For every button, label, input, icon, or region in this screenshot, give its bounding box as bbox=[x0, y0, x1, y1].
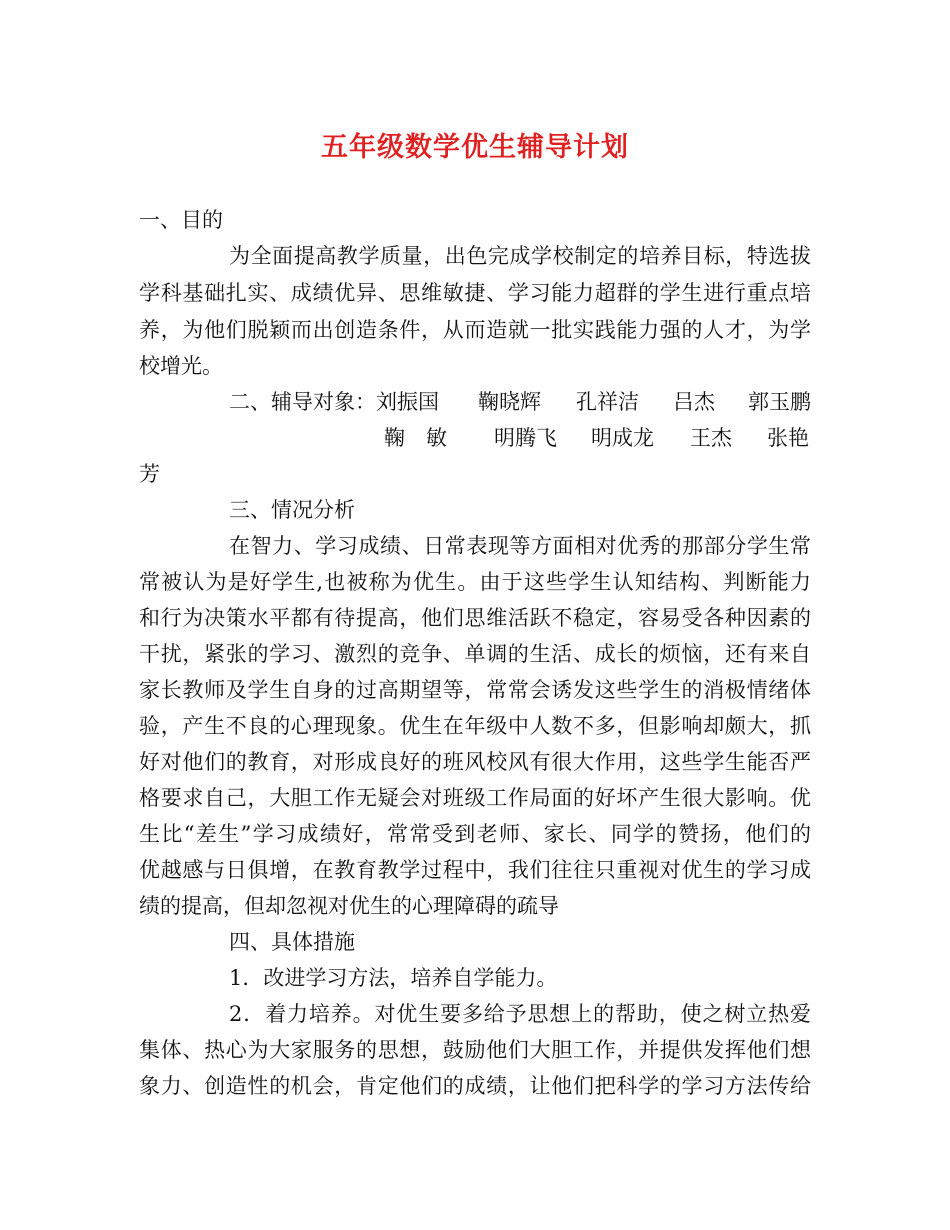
paragraph-line: 养，为他们脱颖而出创造条件，从而造就一批实践能力强的人才，为学 bbox=[139, 318, 811, 342]
paragraph-line: 学科基础扎实、成绩优异、思维敏捷、学习能力超群的学生进行重点培 bbox=[139, 281, 811, 305]
measure-item: 1．改进学习方法，培养自学能力。 bbox=[229, 966, 558, 990]
paragraph-line: 校增光。 bbox=[139, 354, 223, 378]
section-heading-measures: 四、具体措施 bbox=[229, 930, 355, 954]
paragraph-line: 集体、热心为大家服务的思想，鼓励他们大胆工作，并提供发挥他们想 bbox=[139, 1038, 811, 1062]
paragraph-line: 为全面提高教学质量，出色完成学校制定的培养目标，特选拔 bbox=[229, 244, 811, 268]
section-heading-analysis: 三、情况分析 bbox=[229, 498, 355, 522]
student-name: 吕杰 bbox=[673, 390, 715, 414]
student-name: 郭玉鹏 bbox=[748, 390, 811, 414]
paragraph-line: 和行为决策水平都有待提高，他们思维活跃不稳定，容易受各种因素的 bbox=[139, 606, 811, 630]
paragraph-line: 好对他们的教育，对形成良好的班风校风有很大作用，这些学生能否严 bbox=[139, 750, 811, 774]
student-name: 张艳 bbox=[767, 426, 809, 450]
student-name: 孔祥洁 bbox=[576, 390, 639, 414]
paragraph-line: 格要求自己，大胆工作无疑会对班级工作局面的好坏产生很大影响。优 bbox=[139, 786, 811, 810]
student-name: 明成龙 bbox=[591, 426, 654, 450]
student-name: 明腾飞 bbox=[494, 426, 557, 450]
student-name: 王杰 bbox=[690, 426, 732, 450]
paragraph-line: 验，产生不良的心理现象。优生在年级中人数不多，但影响却颇大，抓 bbox=[139, 714, 811, 738]
section-heading-targets: 二、辅导对象： bbox=[229, 390, 376, 414]
document-title: 五年级数学优生辅导计划 bbox=[321, 132, 629, 163]
paragraph-line: 在智力、学习成绩、日常表现等方面相对优秀的那部分学生常 bbox=[229, 534, 811, 558]
section-heading-purpose: 一、目的 bbox=[139, 208, 223, 232]
paragraph-line: 干扰，紧张的学习、激烈的竞争、单调的生活、成长的烦恼，还有来自 bbox=[139, 642, 811, 666]
paragraph-line: 优越感与日俱增，在教育教学过程中，我们往往只重视对优生的学习成 bbox=[139, 858, 811, 882]
student-name: 鞠晓辉 bbox=[478, 390, 541, 414]
paragraph-line: 生比“差生”学习成绩好，常常受到老师、家长、同学的赞扬，他们的 bbox=[139, 822, 811, 846]
paragraph-line: 象力、创造性的机会，肯定他们的成绩，让他们把科学的学习方法传给 bbox=[139, 1074, 811, 1098]
paragraph-line: 绩的提高，但却忽视对优生的心理障碍的疏导 bbox=[139, 894, 559, 918]
student-name: 刘振国 bbox=[376, 390, 439, 414]
student-name: 鞠 敏 bbox=[384, 426, 447, 450]
paragraph-line: 常被认为是好学生,也被称为优生。由于这些学生认知结构、判断能力 bbox=[139, 570, 811, 594]
student-name-continued: 芳 bbox=[139, 462, 160, 486]
paragraph-line: 家长教师及学生自身的过高期望等，常常会诱发这些学生的消极情绪体 bbox=[139, 678, 811, 702]
paragraph-line: 2．着力培养。对优生要多给予思想上的帮助，使之树立热爱 bbox=[229, 1002, 811, 1026]
